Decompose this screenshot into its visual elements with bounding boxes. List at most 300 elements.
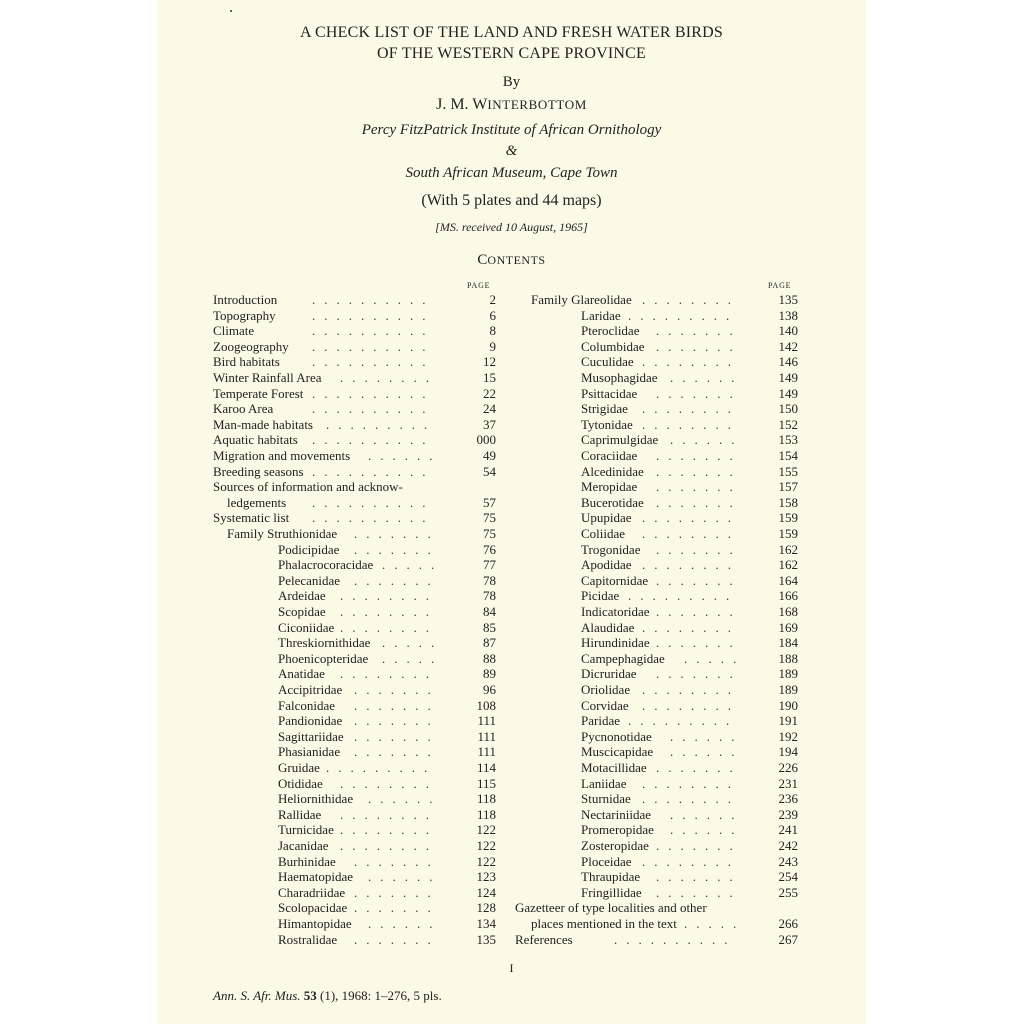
- toc-entry-page: 49: [483, 448, 496, 463]
- toc-entry-page: 166: [778, 588, 798, 604]
- toc-entry: [515, 573, 798, 588]
- toc-entry-page: 162: [778, 541, 798, 557]
- toc-entry-label: Breeding seasons: [213, 463, 304, 479]
- toc-entry-label: Columbidae: [581, 338, 645, 354]
- toc-entry-page: 111: [477, 728, 496, 744]
- author: [157, 96, 866, 114]
- toc-entry-label: Charadriidae: [278, 884, 346, 900]
- toc-entry: [213, 900, 496, 915]
- toc-leader-dots: .......: [656, 760, 742, 775]
- toc-leader-dots: ........: [642, 853, 740, 869]
- toc-entry-label: ledgements: [227, 494, 287, 510]
- toc-entry: [515, 432, 798, 447]
- toc-entry-label: Cuculidae: [581, 354, 634, 370]
- toc-entry-page: 000: [476, 432, 496, 448]
- toc-entry-label: Alcedinidae: [581, 463, 644, 479]
- toc-entry-label: Man-made habitats: [213, 416, 313, 432]
- toc-entry: [213, 339, 496, 354]
- toc-entry-page: 194: [778, 744, 798, 760]
- toc-entry-label: Nectariniidae: [581, 806, 652, 822]
- toc-entry-page: 155: [778, 463, 798, 479]
- toc-entry-label: places mentioned in the text: [531, 916, 677, 931]
- toc-entry-page: 84: [483, 604, 496, 619]
- toc-entry-label: Migration and movements: [213, 448, 351, 463]
- toc-entry-label: Paridae: [581, 713, 620, 729]
- toc-leader-dots: .......: [656, 463, 742, 479]
- toc-entry-page: 157: [778, 479, 798, 495]
- toc-leader-dots: .......: [656, 541, 742, 557]
- toc-entry-label: References: [515, 931, 573, 947]
- toc-entry-page: 159: [778, 510, 798, 526]
- toc-entry: [213, 510, 496, 525]
- toc-leader-dots: .......: [354, 900, 440, 916]
- toc-entry: [213, 869, 496, 884]
- toc-entry-page: 191: [778, 713, 798, 729]
- toc-entry-page: 75: [483, 510, 496, 526]
- toc-leader-dots: .......: [354, 728, 440, 744]
- toc-leader-dots: .......: [656, 494, 742, 510]
- toc-leader-dots: ........: [642, 775, 740, 791]
- toc-entry-label: Coliidae: [581, 526, 626, 541]
- toc-entry-page: 236: [778, 791, 798, 807]
- toc-leader-dots: ......: [670, 806, 744, 822]
- toc-entry: [515, 542, 798, 557]
- affiliation-2: South African Museum, Cape Town: [405, 165, 618, 181]
- toc-leader-dots: .......: [656, 869, 742, 885]
- toc-entry-page: 154: [778, 448, 798, 463]
- toc-entry: [213, 698, 496, 713]
- toc-entry-label: Apodidae: [581, 557, 632, 573]
- toc-entry-label: Rostralidae: [278, 931, 338, 947]
- toc-entry-label: Bucerotidae: [581, 494, 644, 510]
- toc-entry-label: Dicruridae: [581, 666, 637, 682]
- toc-leader-dots: .......: [656, 884, 742, 900]
- toc-leader-dots: .......: [656, 635, 742, 651]
- toc-entry: [515, 682, 798, 697]
- toc-entry-page: 123: [476, 869, 496, 885]
- toc-entry: [213, 932, 496, 947]
- toc-leader-dots: ........: [340, 775, 438, 791]
- toc-entry-page: 128: [476, 900, 496, 916]
- toc-entry-page: 8: [489, 323, 496, 339]
- toc-entry: [515, 744, 798, 759]
- toc-entry: [213, 573, 496, 588]
- document-page: [157, 0, 866, 1024]
- toc-leader-dots: ..........: [312, 307, 435, 323]
- toc-entry: [515, 666, 798, 681]
- toc-entry-label: Pandionidae: [278, 713, 343, 729]
- toc-entry: [515, 869, 798, 884]
- toc-entry-page: 149: [778, 370, 798, 385]
- toc-entry: [515, 651, 798, 666]
- toc-entry-page: 188: [778, 650, 798, 666]
- toc-entry-page: 192: [778, 728, 798, 744]
- toc-entry: [213, 354, 496, 369]
- toc-leader-dots: ........: [642, 292, 740, 307]
- toc-entry: [515, 370, 798, 385]
- toc-entry: [515, 479, 798, 494]
- toc-entry-label: Caprimulgidae: [581, 432, 659, 448]
- toc-leader-dots: ..........: [312, 292, 435, 307]
- toc-leader-dots: .......: [656, 572, 742, 588]
- toc-entry-page: 12: [483, 354, 496, 370]
- toc-entry-page: 75: [483, 526, 496, 541]
- toc-entry-page: 118: [476, 791, 496, 807]
- toc-entry: [515, 510, 798, 525]
- ink-speck: [230, 10, 232, 12]
- toc-entry: [213, 760, 496, 775]
- toc-entry: [213, 916, 496, 931]
- toc-entry-label: Strigidae: [581, 401, 628, 417]
- toc-entry-page: 114: [476, 760, 496, 775]
- toc-entry-label: Zosteropidae: [581, 838, 649, 853]
- toc-entry-page: 122: [476, 838, 496, 853]
- toc-entry: [213, 432, 496, 447]
- toc-entry-label: Picidae: [581, 588, 620, 604]
- toc-entry-page: 142: [778, 338, 798, 354]
- toc-leader-dots: .......: [354, 744, 440, 760]
- toc-entry: [213, 323, 496, 338]
- toc-leader-dots: ......: [368, 448, 442, 463]
- toc-entry-label: Sagittariidae: [278, 728, 344, 744]
- toc-leader-dots: ..........: [312, 401, 435, 417]
- toc-entry-page: 239: [778, 806, 798, 822]
- toc-leader-dots: .......: [656, 479, 742, 495]
- toc-entry: [515, 557, 798, 572]
- toc-entry-label: Falconidae: [278, 697, 336, 713]
- toc-entry-page: 111: [477, 744, 496, 760]
- toc-leader-dots: ..........: [312, 385, 435, 401]
- toc-entry: [515, 916, 798, 931]
- toc-entry-label: Temperate Forest: [213, 385, 304, 401]
- toc-entry: [515, 386, 798, 401]
- toc-entry-page: 135: [778, 292, 798, 307]
- toc-entry-page: 108: [476, 697, 496, 713]
- toc-entry: [213, 292, 496, 307]
- toc-entry-label: Coraciidae: [581, 448, 638, 463]
- toc-entry-label: Phasianidae: [278, 744, 341, 760]
- toc-entry-label: Corvidae: [581, 697, 629, 713]
- toc-entry-label: Promeropidae: [581, 822, 654, 838]
- toc-entry: [515, 401, 798, 416]
- toc-leader-dots: ......: [670, 432, 744, 448]
- toc-entry: [515, 854, 798, 869]
- toc-entry: [515, 292, 798, 307]
- received-note: [MS. received 10 August, 1965]: [435, 220, 588, 234]
- toc-entry-page: 115: [476, 775, 496, 791]
- toc-entry-label: Sources of information and acknow-: [213, 479, 403, 495]
- toc-entry: [515, 791, 798, 806]
- toc-entry-page: 168: [778, 604, 798, 619]
- title-line-1: A CHECK LIST OF THE LAND AND FRESH WATER BIRDS: [299, 24, 724, 41]
- toc-entry-label: Trogonidae: [581, 541, 641, 557]
- toc-entry-label: Accipitridae: [278, 682, 343, 697]
- toc-leader-dots: ......: [368, 916, 442, 931]
- toc-leader-dots: ........: [340, 822, 438, 838]
- citation-journal: Ann. S. Afr. Mus.: [213, 988, 301, 1003]
- toc-entry-label: Laniidae: [581, 775, 627, 791]
- toc-leader-dots: ........: [642, 619, 740, 635]
- toc-entry-page: 254: [778, 869, 798, 885]
- toc-entry: [213, 588, 496, 603]
- toc-entry: [515, 417, 798, 432]
- toc-entry: [515, 464, 798, 479]
- citation-rest: (1), 1968: 1–276, 5 pls.: [320, 988, 442, 1003]
- toc-leader-dots: .....: [382, 650, 444, 666]
- toc-entry: [213, 557, 496, 572]
- toc-entry: [213, 620, 496, 635]
- toc-leader-dots: ........: [642, 401, 740, 417]
- toc-entry: [213, 822, 496, 837]
- toc-leader-dots: ......: [670, 744, 744, 760]
- toc-entry: [213, 807, 496, 822]
- toc-entry: [515, 776, 798, 791]
- toc-entry-label: Turnicidae: [278, 822, 334, 838]
- toc-entry-page: 255: [778, 884, 798, 900]
- toc-entry-label: Pycnonotidae: [581, 728, 652, 744]
- toc-entry-page: 140: [778, 323, 798, 339]
- toc-entry-label: Motacillidae: [581, 760, 647, 775]
- toc-entry: [213, 464, 496, 479]
- toc-entry-label: Psittacidae: [581, 385, 638, 401]
- toc-entry-label: Scolopacidae: [278, 900, 348, 916]
- toc-entry-page: 6: [489, 307, 496, 323]
- toc-entry-label: Fringillidae: [581, 884, 642, 900]
- toc-entry-page: 54: [483, 463, 496, 479]
- toc-entry: [213, 526, 496, 541]
- toc-entry: [213, 854, 496, 869]
- toc-entry-page: 149: [778, 385, 798, 401]
- toc-leader-dots: ........: [340, 666, 438, 682]
- toc-leader-dots: ........: [340, 806, 438, 822]
- toc-entry-label: Introduction: [213, 292, 278, 307]
- toc-entry-page: 37: [483, 416, 496, 432]
- toc-entry-label: Capitornidae: [581, 572, 649, 588]
- toc-leader-dots: ..........: [312, 510, 435, 526]
- toc-entry-page: 135: [476, 931, 496, 947]
- citation: [213, 988, 442, 1004]
- toc-entry-page: 150: [778, 401, 798, 417]
- toc-leader-dots: .......: [354, 682, 440, 697]
- toc-entry-page: 138: [778, 307, 798, 323]
- toc-leader-dots: .......: [354, 931, 440, 947]
- toc-entry-page: 111: [477, 713, 496, 729]
- toc-entry-label: Otididae: [278, 775, 323, 791]
- toc-leader-dots: ..........: [312, 338, 435, 354]
- toc-entry: [515, 620, 798, 635]
- toc-leader-dots: ..........: [312, 354, 435, 370]
- toc-entry: [213, 604, 496, 619]
- toc-entry-label: Ardeidae: [278, 588, 326, 604]
- toc-entry-page: 2: [489, 292, 496, 307]
- toc-entry: [515, 760, 798, 775]
- toc-entry-page: 243: [778, 853, 798, 869]
- toc-leader-dots: ........: [340, 619, 438, 635]
- toc-entry-page: 88: [483, 650, 496, 666]
- toc-entry: [213, 401, 496, 416]
- toc-entry: [213, 744, 496, 759]
- toc-entry-page: 146: [778, 354, 798, 370]
- toc-leader-dots: .......: [656, 666, 742, 682]
- contents-rest: ONTENTS: [487, 253, 546, 267]
- toc-entry: [515, 713, 798, 728]
- toc-leader-dots: .........: [326, 760, 437, 775]
- toc-leader-dots: .........: [326, 416, 437, 432]
- toc-entry-label: Anatidae: [278, 666, 325, 682]
- toc-leader-dots: ......: [670, 728, 744, 744]
- toc-entry-page: 242: [778, 838, 798, 853]
- toc-leader-dots: ......: [670, 822, 744, 838]
- toc-entry: [213, 838, 496, 853]
- toc-entry: [213, 776, 496, 791]
- toc-leader-dots: ........: [340, 370, 438, 385]
- toc-leader-dots: ........: [642, 682, 740, 697]
- toc-entry-label: Alaudidae: [581, 619, 635, 635]
- toc-entry: [213, 542, 496, 557]
- toc-entry: [515, 932, 798, 947]
- toc-entry-label: Threskiornithidae: [278, 635, 371, 651]
- toc-leader-dots: .......: [354, 713, 440, 729]
- toc-entry-page: 122: [476, 853, 496, 869]
- toc-leader-dots: .........: [628, 307, 739, 323]
- toc-leader-dots: ......: [670, 370, 744, 385]
- toc-entry-page: 189: [778, 682, 798, 697]
- toc-entry: [515, 526, 798, 541]
- toc-leader-dots: .......: [354, 526, 440, 541]
- toc-entry: [213, 651, 496, 666]
- toc-entry: [213, 370, 496, 385]
- citation-volume: 53: [303, 988, 317, 1003]
- author-surname: INTERBOTTOM: [487, 97, 587, 112]
- toc-leader-dots: ..........: [312, 323, 435, 339]
- toc-page-heading-right: PAGE: [768, 281, 792, 290]
- toc-entry: [515, 698, 798, 713]
- affiliation-1: Percy FitzPatrick Institute of African Ornithology: [361, 122, 662, 138]
- toc-entry-page: 266: [778, 916, 798, 931]
- byline: By: [502, 74, 521, 90]
- toc-entry-page: 57: [483, 494, 496, 510]
- toc-entry: [515, 588, 798, 603]
- toc-entry-page: 241: [778, 822, 798, 838]
- toc-entry-label: Phoenicopteridae: [278, 650, 369, 666]
- toc-entry: [213, 885, 496, 900]
- toc-page-heading-left: PAGE: [467, 281, 491, 290]
- toc-entry-label: Upupidae: [581, 510, 632, 526]
- toc-entry-page: 15: [483, 370, 496, 385]
- toc-leader-dots: .......: [656, 323, 742, 339]
- toc-leader-dots: .......: [656, 338, 742, 354]
- toc-leader-dots: .....: [684, 916, 746, 931]
- toc-entry-page: 96: [483, 682, 496, 697]
- toc-leader-dots: ........: [642, 791, 740, 807]
- toc-entry-label: Zoogeography: [213, 338, 289, 354]
- title-line-2: OF THE WESTERN CAPE PROVINCE: [376, 45, 647, 62]
- toc-entry: [515, 448, 798, 463]
- toc-entry-page: 158: [778, 494, 798, 510]
- toc-leader-dots: ........: [642, 557, 740, 573]
- toc-entry: [213, 308, 496, 323]
- toc-entry: [213, 791, 496, 806]
- toc-entry: [515, 838, 798, 853]
- toc-entry: [515, 339, 798, 354]
- toc-leader-dots: .....: [382, 635, 444, 651]
- toc-entry-label: Haematopidae: [278, 869, 354, 885]
- toc-entry-label: Laridae: [581, 307, 621, 323]
- toc-leader-dots: .......: [656, 385, 742, 401]
- toc-entry-page: 87: [483, 635, 496, 651]
- toc-entry: [213, 635, 496, 650]
- toc-entry-page: 122: [476, 822, 496, 838]
- toc-entry-page: 153: [778, 432, 798, 448]
- toc-entry-label: Pelecanidae: [278, 572, 341, 588]
- toc-entry-label: Rallidae: [278, 806, 322, 822]
- toc-leader-dots: ........: [340, 588, 438, 604]
- toc-entry: [515, 885, 798, 900]
- toc-entry-page: 118: [476, 806, 496, 822]
- toc-entry-label: Family Struthionidae: [227, 526, 338, 541]
- toc-entry: [213, 666, 496, 681]
- toc-entry-page: 134: [476, 916, 496, 931]
- toc-entry-page: 267: [778, 931, 798, 947]
- toc-leader-dots: .......: [656, 838, 742, 853]
- toc-entry: [515, 635, 798, 650]
- toc-leader-dots: ......: [368, 791, 442, 807]
- toc-entry: [515, 495, 798, 510]
- toc-leader-dots: ..........: [312, 494, 435, 510]
- toc-entry-page: 89: [483, 666, 496, 682]
- toc-entry-page: 231: [778, 775, 798, 791]
- toc-entry-label: Hirundinidae: [581, 635, 650, 651]
- toc-leader-dots: ........: [642, 354, 740, 370]
- toc-leader-dots: ........: [340, 604, 438, 619]
- contents-heading: [157, 251, 866, 269]
- toc-entry-page: 189: [778, 666, 798, 682]
- toc-entry-page: 164: [778, 572, 798, 588]
- toc-entry-label: Tytonidae: [581, 416, 633, 432]
- toc-leader-dots: ..........: [614, 931, 737, 947]
- toc-leader-dots: .....: [382, 557, 444, 573]
- toc-entry-label: Phalacrocoracidae: [278, 557, 374, 573]
- toc-entry-label: Climate: [213, 323, 255, 339]
- toc-entry-label: Aquatic habitats: [213, 432, 298, 448]
- toc-entry: [515, 822, 798, 837]
- toc-entry-page: 85: [483, 619, 496, 635]
- toc-entry-label: Gruidae: [278, 760, 320, 775]
- toc-entry-page: 190: [778, 697, 798, 713]
- toc-entry-page: 124: [476, 884, 496, 900]
- toc-entry: [213, 417, 496, 432]
- toc-leader-dots: .......: [354, 853, 440, 869]
- toc-entry: [213, 479, 496, 494]
- toc-entry: [515, 604, 798, 619]
- ampersand: &: [505, 143, 518, 159]
- toc-entry-page: 77: [483, 557, 496, 573]
- toc-entry-label: Ciconiidae: [278, 619, 335, 635]
- toc-entry-page: 24: [483, 401, 496, 417]
- toc-entry-label: Burhinidae: [278, 853, 336, 869]
- toc-leader-dots: .......: [354, 572, 440, 588]
- toc-entry-page: 169: [778, 619, 798, 635]
- toc-entry: [213, 448, 496, 463]
- toc-leader-dots: ........: [642, 510, 740, 526]
- toc-entry-label: Meropidae: [581, 479, 638, 495]
- toc-entry-label: Thraupidae: [581, 869, 641, 885]
- toc-entry-label: Indicatoridae: [581, 604, 650, 619]
- toc-entry-label: Topography: [213, 307, 276, 323]
- toc-entry-page: 152: [778, 416, 798, 432]
- toc-entry-label: Campephagidae: [581, 650, 665, 666]
- toc-entry-label: Himantopidae: [278, 916, 352, 931]
